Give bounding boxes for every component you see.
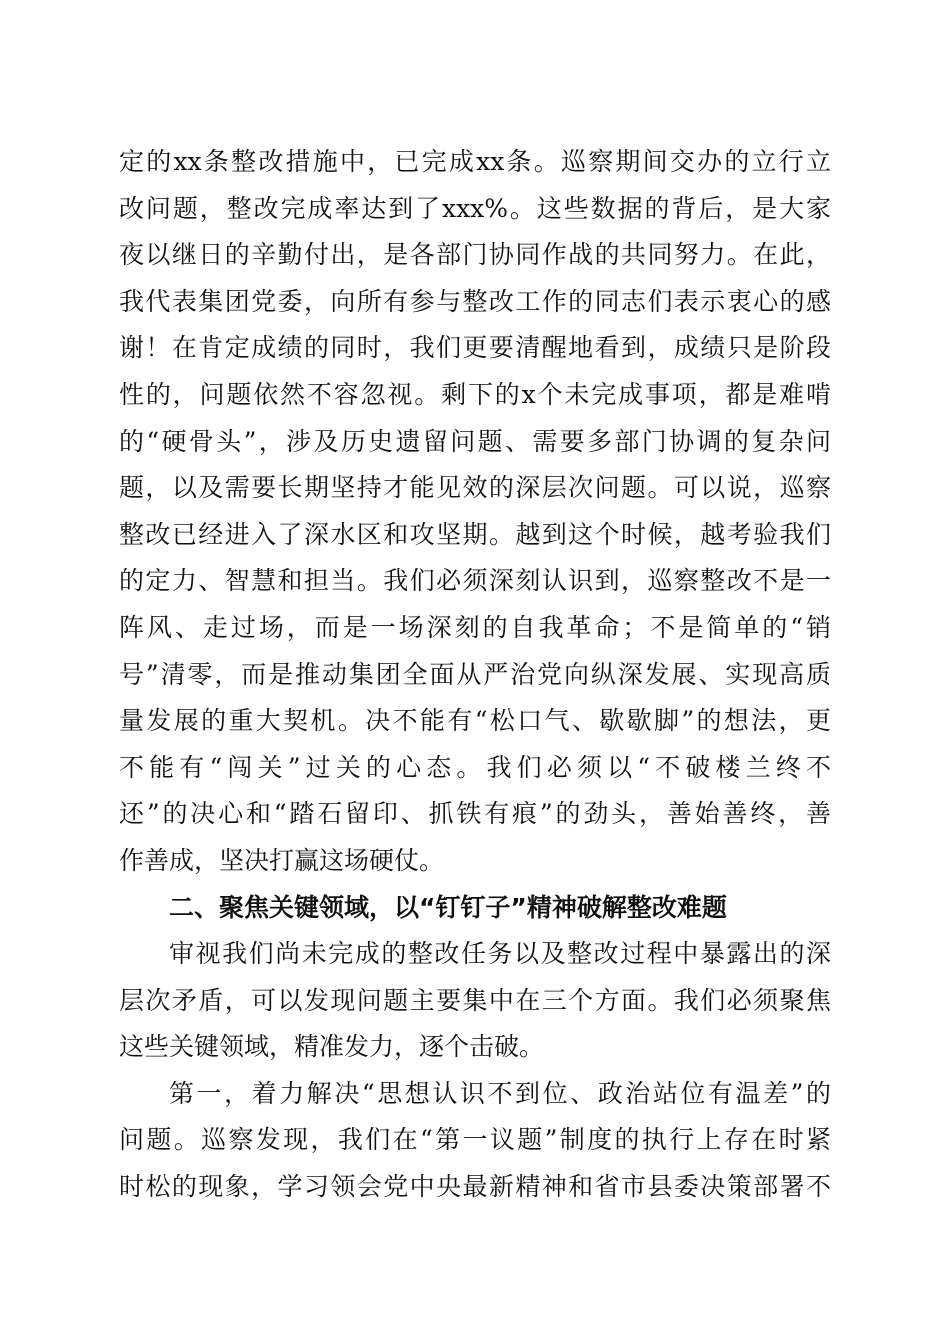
text-line: 这些关键领域，精准发力，逐个击破。 bbox=[119, 1032, 545, 1062]
section-heading-text: 二、聚焦关键领域，以“钉钉子”精神破解整改难题 bbox=[169, 892, 727, 922]
text-line: 定的xx条整改措施中，已完成xx条。巡察期间交办的立行立 bbox=[119, 147, 831, 176]
document-body bbox=[119, 139, 831, 1211]
text-line: 题，以及需要长期坚持才能见效的深层次问题。可以说，巡察 bbox=[119, 473, 831, 503]
paragraph-first-point bbox=[119, 1071, 831, 1211]
text-line: 第一，着力解决“思想认识不到位、政治站位有温差”的 bbox=[169, 1078, 831, 1108]
section-heading bbox=[119, 885, 831, 932]
text-line: 还”的决心和“踏石留印、抓铁有痕”的劲头，善始善终，善 bbox=[119, 799, 831, 829]
text-line: 性的，问题依然不容忽视。剩下的x个未完成事项，都是难啃 bbox=[119, 379, 831, 409]
text-line: 层次矛盾，可以发现问题主要集中在三个方面。我们必须聚焦 bbox=[119, 985, 831, 1015]
text-line: 不能有“闯关”过关的心态。我们必须以“不破楼兰终不 bbox=[119, 752, 831, 782]
text-line: 的“硬骨头”，涉及历史遗留问题、需要多部门协调的复杂问 bbox=[119, 426, 831, 456]
text-line: 整改已经进入了深水区和攻坚期。越到这个时候，越考验我们 bbox=[119, 519, 831, 549]
text-line: 时松的现象，学习领会党中央最新精神和省市县委决策部署不 bbox=[119, 1172, 831, 1202]
paragraph-review bbox=[119, 931, 831, 1071]
text-line: 改问题，整改完成率达到了xxx%。这些数据的背后，是大家 bbox=[119, 193, 831, 223]
text-line: 量发展的重大契机。决不能有“松口气、歇歇脚”的想法，更 bbox=[119, 706, 831, 736]
text-line: 夜以继日的辛勤付出，是各部门协同作战的共同努力。在此， bbox=[119, 240, 831, 270]
text-line: 审视我们尚未完成的整改任务以及整改过程中暴露出的深 bbox=[169, 939, 831, 969]
text-line: 的定力、智慧和担当。我们必须深刻认识到，巡察整改不是一 bbox=[119, 566, 831, 596]
text-line: 问题。巡察发现，我们在“第一议题”制度的执行上存在时紧 bbox=[119, 1125, 831, 1155]
paragraph-achievements bbox=[119, 139, 831, 885]
text-line: 作善成，坚决打赢这场硬仗。 bbox=[119, 845, 445, 875]
text-line: 阵风、走过场，而是一场深刻的自我革命；不是简单的“销 bbox=[119, 612, 831, 642]
text-line: 谢！在肯定成绩的同时，我们更要清醒地看到，成绩只是阶段 bbox=[119, 333, 831, 363]
text-line: 号”清零，而是推动集团全面从严治党向纵深发展、实现高质 bbox=[119, 659, 831, 689]
text-line: 我代表集团党委，向所有参与整改工作的同志们表示衷心的感 bbox=[119, 286, 831, 316]
